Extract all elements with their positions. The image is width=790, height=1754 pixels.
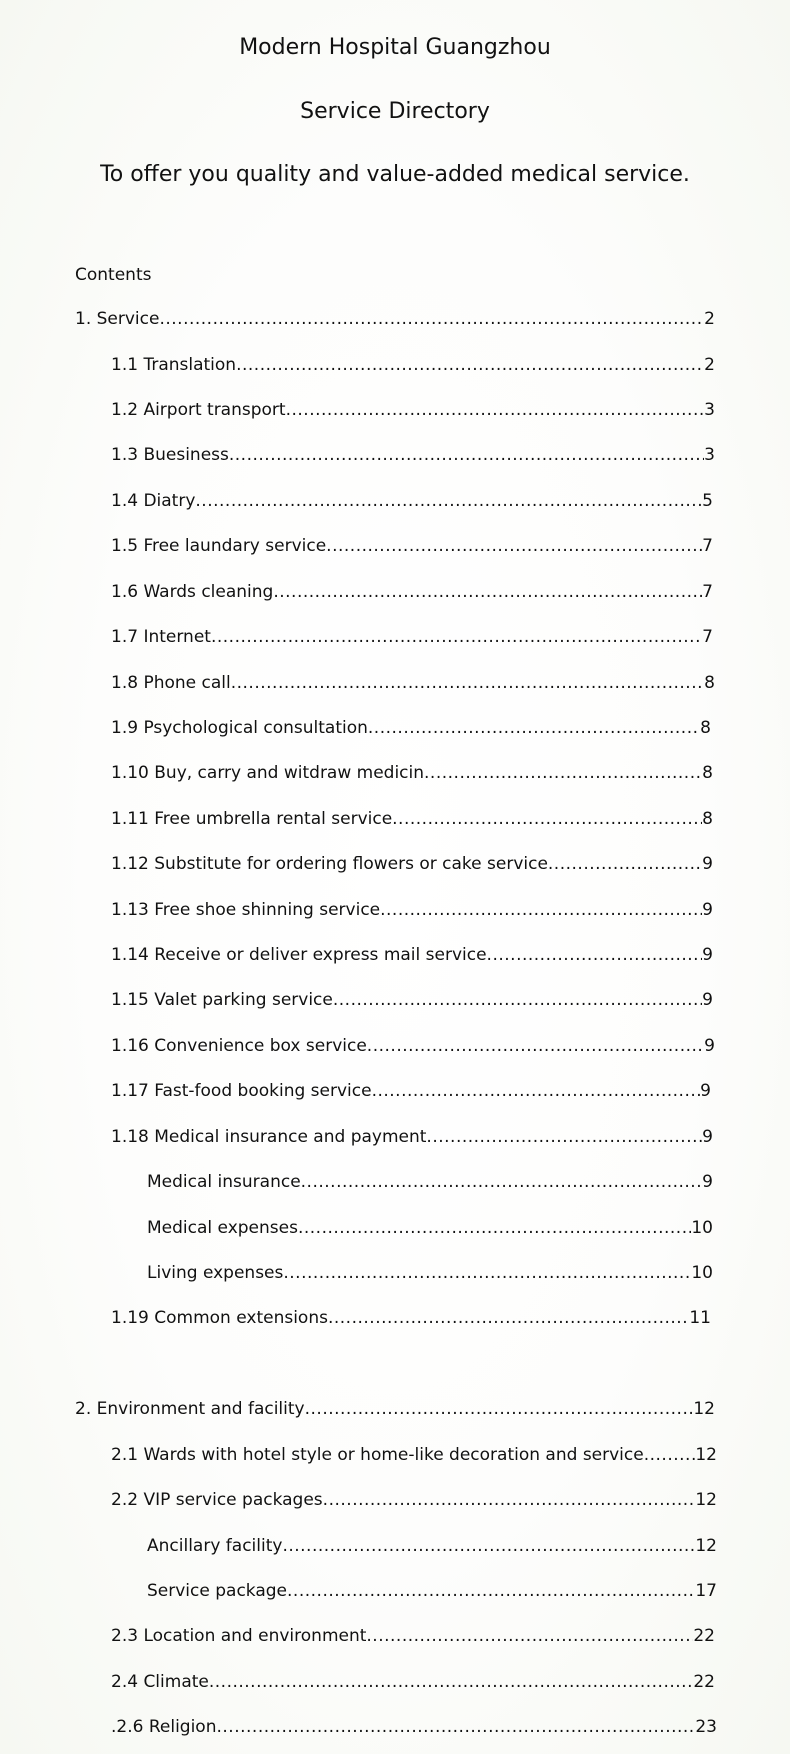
- toc-entry-page: 22: [693, 1672, 715, 1692]
- toc-entry-label: 1.7 Internet: [111, 627, 211, 647]
- toc-entry-page: 12: [695, 1536, 717, 1556]
- leader-dots: [287, 1579, 695, 1603]
- toc-entry-label: 1.13 Free shoe shinning service: [111, 900, 381, 920]
- toc-entry-label: 1.16 Convenience box service: [111, 1036, 367, 1056]
- toc-entry[interactable]: [111, 852, 713, 876]
- toc-entry-page: 8: [702, 809, 713, 829]
- toc-entry-page: 9: [702, 1127, 713, 1147]
- toc-entry-page: 10: [691, 1218, 713, 1238]
- toc-entry-label: Medical insurance: [147, 1172, 301, 1192]
- leader-dots: [328, 1306, 689, 1330]
- toc-entry-page: 12: [695, 1445, 717, 1465]
- leader-dots: [372, 1079, 701, 1103]
- leader-dots: [380, 898, 702, 922]
- document-title: Service Directory: [300, 99, 490, 124]
- toc-entry[interactable]: [111, 1488, 717, 1512]
- toc-entry[interactable]: [111, 943, 713, 967]
- toc-entry-label: 1.9 Psychological consultation: [111, 718, 368, 738]
- toc-entry-label: 1.15 Valet parking service: [111, 990, 333, 1010]
- toc-entry[interactable]: [111, 353, 715, 377]
- toc-entry-page: 9: [702, 990, 713, 1010]
- toc-entry-label: Living expenses: [147, 1263, 284, 1283]
- toc-entry-label: Service package: [147, 1581, 288, 1601]
- leader-dots: [236, 353, 704, 377]
- leader-dots: [231, 671, 704, 695]
- toc-entry-page: 11: [689, 1308, 711, 1328]
- toc-entry[interactable]: [147, 1170, 713, 1194]
- toc-entry-page: 9: [700, 1081, 711, 1101]
- toc-entry-label: 2.2 VIP service packages: [111, 1490, 323, 1510]
- toc-entry[interactable]: [147, 1579, 717, 1603]
- toc-entry-page: 12: [695, 1490, 717, 1510]
- toc-entry-label: 1.17 Fast-food booking service: [111, 1081, 372, 1101]
- toc-entry[interactable]: [111, 1306, 711, 1330]
- leader-dots: [298, 1216, 691, 1240]
- toc-entry-page: 23: [695, 1717, 717, 1737]
- toc-entry[interactable]: [111, 534, 713, 558]
- leader-dots: [286, 398, 705, 422]
- toc-entry-label: 1.11 Free umbrella rental service: [111, 809, 393, 829]
- leader-dots: [333, 988, 702, 1012]
- toc-entry-label: 1.10 Buy, carry and witdraw medicin: [111, 763, 425, 783]
- toc-entry-label: 1.4 Diatry: [111, 491, 196, 511]
- leader-dots: [229, 443, 704, 467]
- toc-entry[interactable]: [147, 1261, 713, 1285]
- toc-entry[interactable]: [111, 761, 713, 785]
- leader-dots: [424, 761, 702, 785]
- toc-entry-page: 9: [702, 854, 713, 874]
- toc-entry[interactable]: [111, 1034, 715, 1058]
- toc-entry-label: 1.8 Phone call: [111, 673, 231, 693]
- toc-entry-page: 8: [702, 763, 713, 783]
- leader-dots: [217, 1715, 696, 1739]
- toc-entry[interactable]: [111, 716, 711, 740]
- toc-entry[interactable]: [111, 898, 713, 922]
- toc-entry[interactable]: [75, 307, 715, 331]
- toc-entry-label: 1.1 Translation: [111, 355, 237, 375]
- toc-entry-page: 17: [695, 1581, 717, 1601]
- toc-entry-page: 10: [691, 1263, 713, 1283]
- toc-entry-label: 1.6 Wards cleaning: [111, 582, 274, 602]
- toc-entry-page: 3: [704, 445, 715, 465]
- toc-entry-page: 8: [704, 673, 715, 693]
- toc-entry[interactable]: [111, 671, 715, 695]
- contents-heading: Contents: [75, 265, 152, 285]
- toc-entry-label: 1.5 Free laundary service: [111, 536, 327, 556]
- toc-entry[interactable]: [111, 1715, 717, 1739]
- toc-entry-label: 1.14 Receive or deliver express mail service: [111, 945, 487, 965]
- toc-entry[interactable]: [111, 1670, 715, 1694]
- leader-dots: [548, 852, 702, 876]
- toc-entry-page: 9: [702, 900, 713, 920]
- leader-dots: [644, 1443, 696, 1467]
- toc-entry[interactable]: [147, 1534, 717, 1558]
- toc-entry[interactable]: [111, 1624, 715, 1648]
- toc-entry-page: 5: [702, 491, 713, 511]
- toc-entry[interactable]: [111, 625, 713, 649]
- leader-dots: [305, 1397, 694, 1421]
- toc-entry-page: 2: [704, 355, 715, 375]
- toc-entry-label: 1.2 Airport transport: [111, 400, 286, 420]
- toc-entry-page: 9: [702, 945, 713, 965]
- toc-entry-label: 1.3 Buesiness: [111, 445, 229, 465]
- toc-entry[interactable]: [111, 443, 715, 467]
- leader-dots: [159, 307, 704, 331]
- leader-dots: [366, 1624, 693, 1648]
- toc-entry-label: 2. Environment and facility: [75, 1399, 305, 1419]
- toc-entry-page: 7: [702, 536, 713, 556]
- leader-dots: [392, 807, 702, 831]
- toc-entry-page: 12: [693, 1399, 715, 1419]
- toc-entry-label: 2.1 Wards with hotel style or home-like decoration and service: [111, 1445, 644, 1465]
- toc-entry-label: 2.4 Climate: [111, 1672, 209, 1692]
- leader-dots: [426, 1125, 702, 1149]
- toc-entry-label: Ancillary facility: [147, 1536, 283, 1556]
- leader-dots: [368, 716, 700, 740]
- toc-entry[interactable]: [111, 1443, 717, 1467]
- toc-entry-label: 2.3 Location and environment: [111, 1626, 367, 1646]
- leader-dots: [487, 943, 703, 967]
- toc-entry[interactable]: [111, 398, 715, 422]
- toc-entry[interactable]: [75, 1397, 715, 1421]
- toc-entry-page: 3: [704, 400, 715, 420]
- toc-entry-page: 8: [700, 718, 711, 738]
- toc-entry[interactable]: [111, 580, 713, 604]
- leader-dots: [211, 625, 702, 649]
- hospital-name: Modern Hospital Guangzhou: [239, 35, 551, 60]
- leader-dots: [326, 534, 702, 558]
- toc-entry[interactable]: [147, 1216, 713, 1240]
- toc-entry[interactable]: [111, 489, 713, 513]
- toc-entry-label: Medical expenses: [147, 1218, 298, 1238]
- leader-dots: [283, 1261, 691, 1285]
- leader-dots: [367, 1034, 704, 1058]
- toc-entry-page: 7: [702, 627, 713, 647]
- toc-entry-page: 7: [702, 582, 713, 602]
- toc-entry-page: 2: [704, 309, 715, 329]
- toc-entry-label: .2.6 Religion: [111, 1717, 217, 1737]
- toc-entry[interactable]: [111, 1125, 713, 1149]
- toc-entry-label: 1.12 Substitute for ordering flowers or cake service: [111, 854, 548, 874]
- toc-entry[interactable]: [111, 988, 713, 1012]
- leader-dots: [323, 1488, 696, 1512]
- leader-dots: [273, 580, 702, 604]
- toc-entry-page: 9: [704, 1036, 715, 1056]
- toc-entry-page: 22: [693, 1626, 715, 1646]
- toc-entry-label: 1. Service: [75, 309, 160, 329]
- leader-dots: [195, 489, 702, 513]
- toc-entry[interactable]: [111, 807, 713, 831]
- tagline: To offer you quality and value-added medical service.: [100, 162, 690, 187]
- leader-dots: [209, 1670, 694, 1694]
- toc-entry[interactable]: [111, 1079, 711, 1103]
- toc-entry-page: 9: [702, 1172, 713, 1192]
- leader-dots: [301, 1170, 703, 1194]
- leader-dots: [282, 1534, 695, 1558]
- toc-entry-label: 1.18 Medical insurance and payment: [111, 1127, 427, 1147]
- toc-entry-label: 1.19 Common extensions: [111, 1308, 328, 1328]
